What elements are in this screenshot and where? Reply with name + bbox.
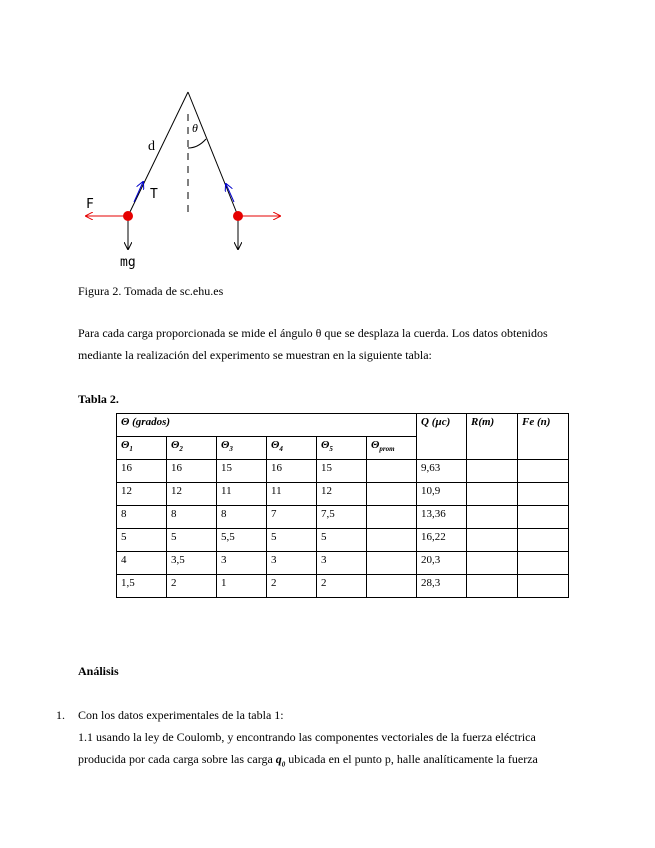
table-cell-t1: 16: [117, 460, 167, 483]
table-cell-r: [467, 460, 518, 483]
table-cell-t3: 11: [217, 483, 267, 506]
table-cell-prom: [367, 460, 417, 483]
table-cell-prom: [367, 575, 417, 598]
table-cell-prom: [367, 529, 417, 552]
table-cell-t4: 5: [267, 529, 317, 552]
table-cell-prom: [367, 483, 417, 506]
label-theta: θ: [192, 121, 198, 135]
table-row: [117, 460, 569, 483]
theta-group-header: Θ (grados): [117, 414, 417, 437]
table-cell-t4: 2: [267, 575, 317, 598]
table-row: [117, 506, 569, 529]
analysis-sub-line-2: producida por cada carga sobre las carga $q_0$ ubicada en el punto p, halle analíticamente la fuerza: [78, 752, 538, 769]
pendulum-diagram: [78, 84, 288, 269]
table-cell-fe: [518, 460, 569, 483]
col-q-header: Q (µc): [417, 414, 467, 460]
table-cell-fe: [518, 506, 569, 529]
table-cell-t5: 2: [317, 575, 367, 598]
table-cell-prom: [367, 506, 417, 529]
table-cell-q: 20,3: [417, 552, 467, 575]
analysis-heading: Análisis: [78, 664, 119, 678]
table-cell-q: 28,3: [417, 575, 467, 598]
table-body: [117, 460, 569, 598]
table-cell-t1: 5: [117, 529, 167, 552]
analysis-item-number: 1.: [56, 708, 65, 722]
table-cell-fe: [518, 483, 569, 506]
table-cell-t2: 12: [167, 483, 217, 506]
table-cell-t3: 1: [217, 575, 267, 598]
charge-right: [233, 211, 243, 221]
table-title: Tabla 2.: [78, 392, 119, 406]
table-cell-t1: 8: [117, 506, 167, 529]
analysis-item: [78, 704, 598, 775]
table-cell-r: [467, 483, 518, 506]
table-cell-t2: 2: [167, 575, 217, 598]
left-string: [128, 92, 188, 216]
label-d: d: [148, 139, 155, 154]
analysis-sub-line-1: 1.1 usando la ley de Coulomb, y encontrando las componentes vectoriales de la fuerza eléctrica: [78, 730, 536, 744]
table-cell-t5: 7,5: [317, 506, 367, 529]
col-theta-3: $\Theta_3$: [217, 437, 267, 460]
table-cell-t5: 12: [317, 483, 367, 506]
col-fe-header: Fe (n): [518, 414, 569, 460]
table-cell-t5: 5: [317, 529, 367, 552]
table-cell-t2: 3,5: [167, 552, 217, 575]
table-cell-t3: 8: [217, 506, 267, 529]
table-cell-t3: 15: [217, 460, 267, 483]
col-theta-prom: $\Theta_{prom}$: [367, 437, 417, 460]
table-cell-fe: [518, 552, 569, 575]
table-header-row: [117, 414, 569, 437]
table-cell-t1: 1,5: [117, 575, 167, 598]
table-cell-t4: 3: [267, 552, 317, 575]
label-T: T: [150, 187, 158, 202]
table-cell-fe: [518, 529, 569, 552]
table-cell-r: [467, 506, 518, 529]
col-r-header: R(m): [467, 414, 518, 460]
table-row: [117, 575, 569, 598]
table-cell-q: 9,63: [417, 460, 467, 483]
table-cell-t1: 4: [117, 552, 167, 575]
data-table: [116, 413, 569, 598]
right-string: [188, 92, 238, 216]
table-cell-q: 13,36: [417, 506, 467, 529]
table-cell-t4: 11: [267, 483, 317, 506]
paragraph-line-1: Para cada carga proporcionada se mide el ángulo θ que se desplaza la cuerda. Los datos obtenidos: [78, 326, 548, 340]
col-theta-4: $\Theta_4$: [267, 437, 317, 460]
paragraph-line-2: mediante la realización del experimento se muestran en la siguiente tabla:: [78, 348, 432, 362]
table-cell-t3: 5,5: [217, 529, 267, 552]
table-cell-t5: 15: [317, 460, 367, 483]
table-cell-t4: 7: [267, 506, 317, 529]
table-cell-q: 10,9: [417, 483, 467, 506]
col-theta-5: $\Theta_5$: [317, 437, 367, 460]
table-cell-t5: 3: [317, 552, 367, 575]
tension-arrow-right: [226, 184, 234, 202]
table-cell-fe: [518, 575, 569, 598]
table-cell-t2: 16: [167, 460, 217, 483]
table-cell-t4: 16: [267, 460, 317, 483]
tension-arrow-left: [134, 182, 143, 202]
table-row: [117, 529, 569, 552]
table-row: [117, 483, 569, 506]
label-mg: mg: [120, 255, 136, 270]
table-cell-r: [467, 552, 518, 575]
table-cell-t3: 3: [217, 552, 267, 575]
angle-arc: [188, 139, 206, 148]
label-F: F: [86, 197, 94, 212]
table-cell-prom: [367, 552, 417, 575]
table-cell-t1: 12: [117, 483, 167, 506]
table-cell-t2: 5: [167, 529, 217, 552]
table-cell-r: [467, 575, 518, 598]
charge-left: [123, 211, 133, 221]
col-theta-2: $\Theta_2$: [167, 437, 217, 460]
table-cell-t2: 8: [167, 506, 217, 529]
table-row: [117, 552, 569, 575]
table-cell-r: [467, 529, 518, 552]
analysis-item-text: Con los datos experimentales de la tabla 1:: [78, 708, 284, 722]
col-theta-1: $\Theta_1$: [117, 437, 167, 460]
table-cell-q: 16,22: [417, 529, 467, 552]
paragraph: [78, 322, 598, 366]
figure-caption: Figura 2. Tomada de sc.ehu.es: [78, 284, 224, 298]
